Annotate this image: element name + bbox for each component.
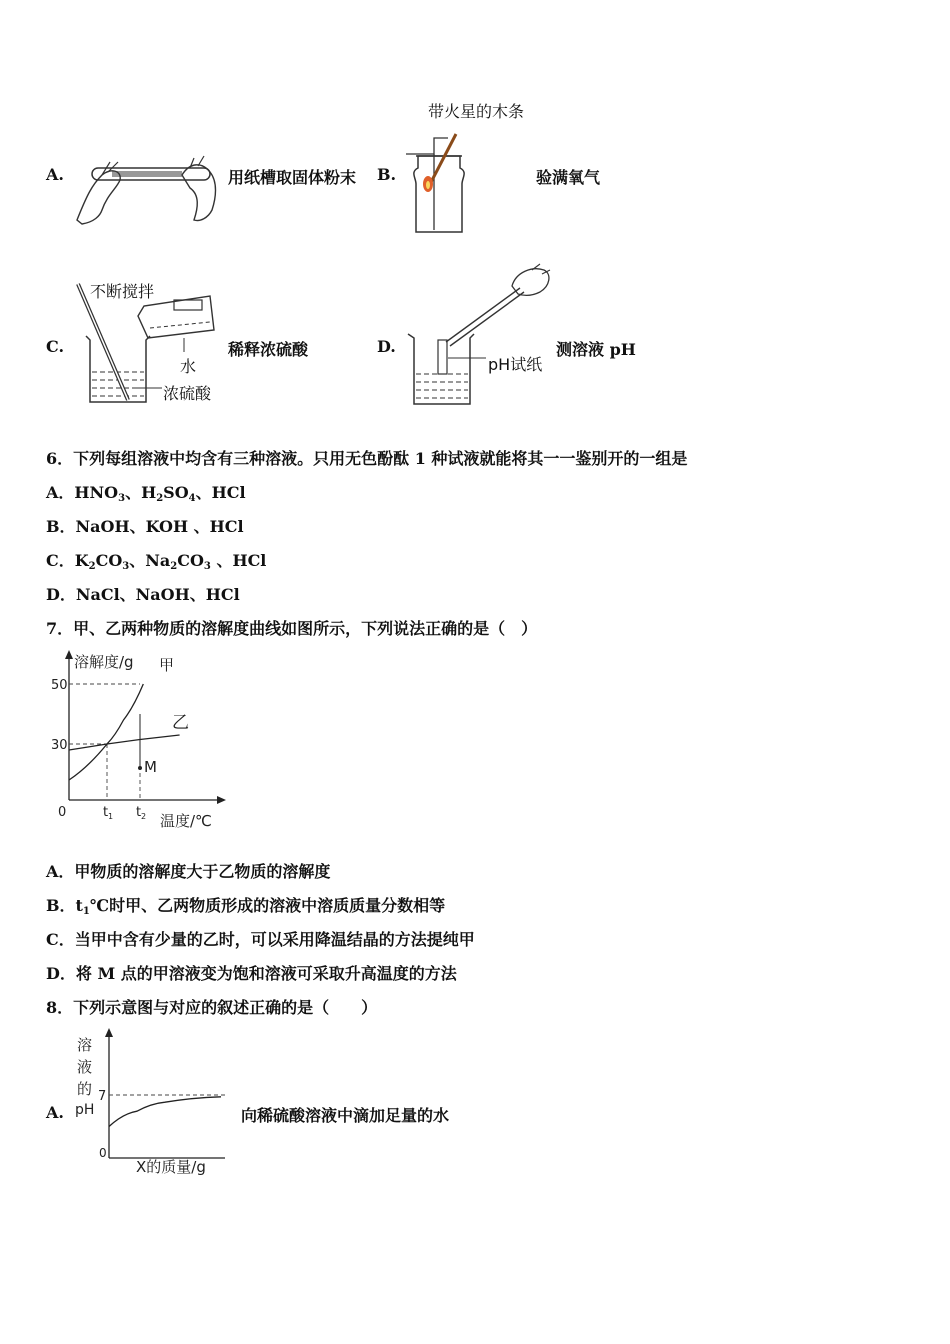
option-c-desc: 稀释浓硫酸 bbox=[228, 340, 309, 359]
option-a-letter: A. bbox=[46, 165, 64, 184]
ph-ylabel-char-1: 溶 bbox=[77, 1036, 93, 1054]
xtick-t2: t bbox=[136, 805, 142, 820]
y-axis-label: 溶解度/g bbox=[74, 653, 134, 671]
x-axis-label: 温度/℃ bbox=[160, 812, 212, 830]
x-axis-arrow bbox=[217, 796, 226, 804]
series-jia-curve bbox=[69, 684, 143, 780]
option-a-desc: 用纸槽取固体粉末 bbox=[228, 168, 357, 187]
ph-ylabel-char-3: 的 bbox=[77, 1080, 93, 1098]
ph-origin: 0 bbox=[99, 1146, 107, 1160]
q6-option-d: D．NaCl、NaOH、HCl bbox=[46, 585, 240, 604]
label-conc-acid: 浓硫酸 bbox=[163, 384, 212, 403]
q7-stem: 7．甲、乙两种物质的溶解度曲线如图所示，下列说法正确的是（ ） bbox=[46, 619, 538, 638]
option-d-letter: D. bbox=[377, 337, 396, 356]
q7-option-c: C．当甲中含有少量的乙时，可以采用降温结晶的方法提纯甲 bbox=[46, 930, 475, 949]
ph-ylabel-char-2: 液 bbox=[77, 1058, 93, 1076]
origin-label: 0 bbox=[58, 805, 67, 820]
series-yi-curve bbox=[69, 735, 180, 750]
ph-test-illustration bbox=[400, 262, 555, 410]
q7-option-a: A．甲物质的溶解度大于乙物质的溶解度 bbox=[46, 862, 331, 881]
ph-y-axis-arrow bbox=[105, 1028, 113, 1037]
q8-stem: 8．下列示意图与对应的叙述正确的是（ ） bbox=[46, 998, 378, 1017]
series-jia-label: 甲 bbox=[159, 656, 175, 674]
option-b-letter: B. bbox=[377, 165, 397, 184]
series-yi-label: 乙 bbox=[172, 713, 189, 733]
oxygen-bottle-illustration bbox=[400, 128, 470, 236]
q6-stem: 6．下列每组溶液中均含有三种溶液。只用无色酚酞 1 种试液就能将其一一鉴别开的一组是 bbox=[46, 449, 688, 468]
point-m-label: M bbox=[144, 758, 157, 776]
q6-option-a: A．$HNO_3$、$H_2SO_4$、HCl bbox=[46, 483, 246, 504]
option-c-letter: C. bbox=[46, 337, 65, 356]
point-m-marker bbox=[138, 766, 142, 770]
paper-trough-illustration bbox=[72, 150, 222, 225]
ph-x-axis-label: X的质量/g bbox=[136, 1158, 206, 1176]
ph-chart bbox=[70, 1025, 235, 1180]
q7-option-d: D．将 M 点的甲溶液变为饱和溶液可采取升高温度的方法 bbox=[46, 964, 457, 983]
option-b-caption: 带火星的木条 bbox=[428, 102, 525, 121]
q8-option-a-letter: A. bbox=[46, 1103, 64, 1122]
ph-ylabel-char-4: pH bbox=[75, 1102, 95, 1118]
ph-series-curve bbox=[109, 1097, 221, 1127]
ytick-30: 30 bbox=[51, 738, 68, 753]
option-d-desc: 测溶液 pH bbox=[556, 340, 636, 359]
option-b-desc: 验满氧气 bbox=[536, 168, 601, 187]
xtick-t2-sub: 2 bbox=[141, 812, 147, 821]
label-water: 水 bbox=[180, 357, 197, 376]
label-ph-paper: pH试纸 bbox=[488, 355, 543, 374]
solubility-chart bbox=[44, 648, 234, 834]
xtick-t1: t bbox=[103, 805, 109, 820]
q6-option-c: C．$K_2CO_3$、$Na_2CO_3$ 、HCl bbox=[46, 551, 267, 572]
ytick-50: 50 bbox=[51, 678, 68, 693]
xtick-t1-sub: 1 bbox=[108, 812, 114, 821]
label-stir: 不断搅拌 bbox=[90, 282, 155, 301]
q8-option-a-desc: 向稀硫酸溶液中滴加足量的水 bbox=[241, 1106, 450, 1125]
q7-option-b: B．$t_1℃$时甲、乙两物质形成的溶液中溶质质量分数相等 bbox=[46, 896, 446, 917]
ph-ytick-7: 7 bbox=[98, 1089, 107, 1104]
y-axis-arrow bbox=[65, 650, 73, 659]
q6-option-b: B．NaOH、KOH 、HCl bbox=[46, 517, 244, 536]
